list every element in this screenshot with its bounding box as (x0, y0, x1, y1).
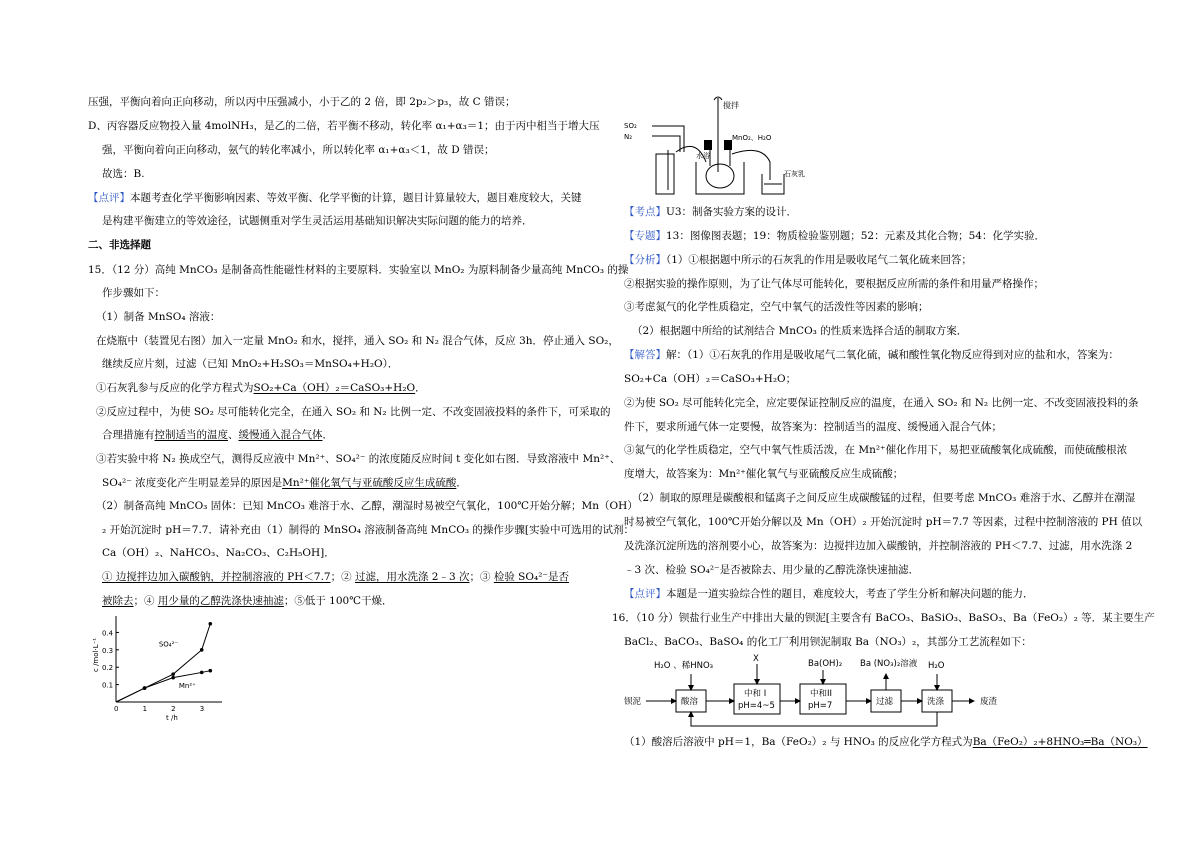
steps-line: ① 边搅拌边加入碳酸钠，并控制溶液的 PH＜7.7；② 过滤，用水洗涤 2﹣3 次；③ 检验 SO₄²⁻是否 (102, 571, 569, 583)
flow-input-h2o: H₂O (928, 661, 945, 671)
flow-box5-label: 洗涤 (927, 697, 945, 707)
text-line: 及洗涤沉淀所选的溶剂要小心，故答案为：边搅拌边加入碳酸钠，并控制溶液的 PH＜7.7、过滤，用水洗涤 2 (624, 540, 1133, 552)
text-line: 强，平衡向着向正向移动，氨气的转化率减小，所以转化率 α₁+α₃＜1，故 D 错误； (102, 144, 495, 156)
answer-16-1: Ba（FeO₂）₂+8HNO₃═Ba（NO₃） (972, 736, 1148, 748)
fenxi-line: 【分析】（1）①根据题中所示的石灰乳的作用是吸收尾气二氧化硫来回答； (624, 254, 972, 266)
bath-label: 水浴 (696, 152, 710, 160)
comment-tag: 【点评】 (88, 192, 130, 204)
text-line: 时易被空气氧化，100℃开始分解以及 Mn（OH）₂ 开始沉淀时 pH＝7.7 等因素，过程中控制溶液的 PH 值以 (624, 516, 1143, 528)
flow-output-solution: Ba (NO₃)₂溶液 (860, 659, 918, 669)
text-line: 作步骤如下： (102, 287, 165, 299)
x-tick-label: 2 (171, 705, 176, 713)
text-line: 度增大，故答案为：Mn²⁺催化氧气与亚硫酸反应生成硫酸； (624, 468, 904, 480)
flow-box2-label: 中和 I (744, 689, 767, 699)
question-16: 16．（10 分）钡盐行业生产中排出大量的钡泥[主要含有 BaCO₃、BaSiO₃、BaSO₃、Ba（FeO₂）₂ 等．某主要生产 (612, 612, 1155, 624)
data-point (200, 648, 204, 652)
right-column (612, 0, 1176, 848)
flow-start: 钡泥 (624, 697, 642, 707)
text-line: SO₂+Ca（OH）₂＝CaSO₃+H₂O； (624, 373, 797, 385)
text-line: D、丙容器反应物投入量 4molNH₃，是乙的二倍，若平衡不移动，转化率 α₁+α₃＝1；由于丙中相当于增大压 (88, 120, 600, 132)
step-3: 检验 SO₄²⁻是否 (493, 571, 569, 583)
steps-line: 被除去；④ 用少量的乙醇洗涤快速抽滤；⑤低于 100℃干燥． (102, 595, 393, 607)
jieda-line: 【解答】解：（1）①石灰乳的作用是吸收尾气二氧化硫，碱和酸性氧化物反应得到对应的盐和水，答案为： (624, 349, 1119, 361)
answer-1: SO₂+Ca（OH）₂＝CaSO₃+H₂O (253, 382, 416, 394)
text-line: ②根据实验的操作原则，为了让气体尽可能转化，要根据反应所需的条件和用量严格操作； (624, 278, 1044, 290)
flow-input-x: X (753, 654, 759, 664)
so2-label: SO₂ (624, 122, 637, 130)
flow-box2-ph: pH=4~5 (738, 701, 775, 711)
text-line: 在烧瓶中（装置见右图）加入一定量 MnO₂ 和水，搅拌，通入 SO₂ 和 N₂ 混合气体，反应 3h．停止通入 SO₂， (96, 335, 619, 347)
data-point (208, 622, 212, 626)
text-line: ﹣3 次、检验 SO₄²⁻是否被除去、用少量的乙醇洗涤快速抽滤． (624, 564, 920, 576)
text-line: 继续反应片刻，过滤（已知 MnO₂+H₂SO₃＝MnSO₄+H₂O）． (102, 358, 399, 370)
text-line: 压强，平衡向着向正向移动，所以丙中压强减小，小于乙的 2 倍，即 2p₂＞p₃，故 C 错误； (88, 96, 516, 108)
x-axis-label: t /h (166, 714, 178, 722)
y-axis-label: c /mol·L⁻¹ (92, 637, 100, 672)
x-tick-label: 1 (142, 705, 148, 713)
text-line: （2）制备高纯 MnCO₃ 固体：已知 MnCO₃ 难溶于水、乙醇，潮湿时易被空气氧化，100℃开始分解；Mn（OH） (96, 500, 638, 512)
text-line: 件下，要求所通气体一定要慢，故答案为：控制适当的温度、缓慢通入混合气体； (624, 421, 1002, 433)
flow-box3-label: 中和II (810, 689, 833, 699)
text-line: ③考虑氮气的化学性质稳定，空气中氧气的活泼性等因素的影响； (624, 301, 929, 313)
y-tick-label: 0.2 (102, 664, 114, 673)
flow-end: 废渣 (980, 697, 998, 707)
kaodian-line: 【考点】U3：制备实验方案的设计． (624, 206, 798, 218)
mno2-label: MnO₂、H₂O (732, 134, 772, 142)
text-line: Ca（OH）₂、NaHCO₃、Na₂CO₃、C₂H₅OH]． (102, 547, 335, 559)
y-tick-label: 0.1 (102, 681, 114, 690)
answer-2b: 缓慢通入混合气体 (238, 429, 323, 441)
flow-input-baoh: Ba(OH)₂ (808, 659, 843, 669)
series-label: Mn²⁺ (178, 682, 196, 691)
zhuanti-line: 【专题】13：图像图表题；19：物质检验鉴别题；52：元素及其化合物；54：化学实验． (624, 230, 1045, 242)
stir-label: 搅拌 (723, 101, 739, 110)
section-heading: 二、非选择题 (88, 239, 151, 251)
text-line: ₂ 开始沉淀时 pH＝7.7．请补充由（1）制得的 MnSO₄ 溶液制备高纯 MnCO₃ 的操作步骤[实验中可选用的试剂： (102, 524, 634, 536)
x-tick-label: 3 (199, 705, 205, 713)
concentration-chart (88, 612, 228, 722)
text-line: ②反应过程中，为使 SO₂ 尽可能转化完全，在通入 SO₂ 和 N₂ 比例一定、不改变固液投料的条件下，可采取的 (96, 406, 611, 418)
text-line: ②为使 SO₂ 尽可能转化完全，应定要保证控制反应的温度，在通入 SO₂ 和 N₂ 比例一定、不改变固液投料的条 (624, 397, 1139, 409)
text-line: SO₄²⁻ 浓度变化产生明显差异的原因是Mn²⁺催化氧气与亚硫酸反应生成硫酸． (102, 477, 467, 489)
q16-1-line: （1）酸溶后溶液中 pH＝1，Ba（FeO₂）₂ 与 HNO₃ 的反应化学方程式为Ba（FeO₂）₂+8HNO₃═Ba（NO₃） (624, 736, 1148, 748)
step-1: 边搅拌边加入碳酸钠，并控制溶液的 PH＜7.7 (115, 571, 331, 583)
text-line: ③若实验中将 N₂ 换成空气，测得反应液中 Mn²⁺、SO₄²⁻ 的浓度随反应时间 t 变化如右图．导致溶液中 Mn²⁺、 (96, 453, 621, 465)
n2-label: N₂ (624, 133, 633, 141)
text-line: 是构建平衡建立的等效途径，试题侧重对学生灵活运用基础知识解决实际问题的能力的培养． (102, 215, 533, 227)
series-line-1 (116, 671, 210, 702)
text-line: 故选：B. (102, 168, 145, 180)
question-15: 15．（12 分）高纯 MnCO₃ 是制备高性能磁性材料的主要原料．实验室以 MnO₂ 为原料制备少量高纯 MnCO₃ 的操 (88, 264, 629, 276)
data-point (171, 676, 175, 680)
flow-input-1: H₂O 、稀HNO₃ (654, 661, 714, 671)
text-line: BaCl₂、BaCO₃、BaSO₄ 的化工厂利用钡泥制取 Ba（NO₃）₂，其部分工艺流程如下： (624, 636, 1032, 648)
flow-box3-ph: pH=7 (808, 701, 833, 711)
dianping-line: 【点评】本题是一道实验综合性的题目，难度较大，考查了学生分析和解决问题的能力． (624, 588, 1034, 600)
lime-label: 石灰乳 (784, 170, 805, 178)
data-point (208, 669, 212, 673)
step-4: 用少量的乙醇洗涤快速抽滤 (157, 595, 284, 607)
flow-box4-label: 过滤 (876, 697, 894, 707)
y-tick-label: 0.4 (102, 629, 114, 638)
answer-2a: 控制适当的温度 (154, 429, 228, 441)
series-label: SO₄²⁻ (158, 640, 179, 649)
process-flowchart (624, 652, 1024, 732)
text-line: ③氮气的化学性质稳定，空气中氧气性质活泼，在 Mn²⁺催化作用下，易把亚硫酸氧化成硫酸，而使硫酸根浓 (624, 444, 1128, 456)
series-line-0 (116, 624, 210, 702)
text-line: ①石灰乳参与反应的化学方程式为SO₂+Ca（OH）₂＝CaSO₃+H₂O． (96, 382, 426, 394)
x-tick-label: 0 (114, 705, 119, 713)
text-line: （1）制备 MnSO₄ 溶液： (96, 311, 221, 323)
flow-box1-label: 酸溶 (681, 697, 699, 707)
data-point (143, 686, 147, 690)
data-point (171, 672, 175, 676)
data-point (200, 671, 204, 675)
text-line: 合理措施有控制适当的温度、缓慢通入混合气体． (102, 429, 333, 441)
text-line: （2）根据题中所给的试剂结合 MnCO₃ 的性质来选择合适的制取方案． (632, 325, 968, 337)
step-2: 过滤，用水洗涤 2﹣3 次 (354, 571, 470, 583)
comment-line: 【点评】本题考查化学平衡影响因素、等效平衡、化学平衡的计算，题目计算量较大，题目难度较大，关键 (88, 192, 582, 204)
y-tick-label: 0.3 (102, 646, 114, 655)
text-line: （2）制取的原理是碳酸根和锰离子之间反应生成碳酸锰的过程，但要考虑 MnCO₃ 难溶于水、乙醇并在潮湿 (632, 492, 1136, 504)
answer-3: Mn²⁺催化氧气与亚硫酸反应生成硫酸 (282, 477, 457, 489)
